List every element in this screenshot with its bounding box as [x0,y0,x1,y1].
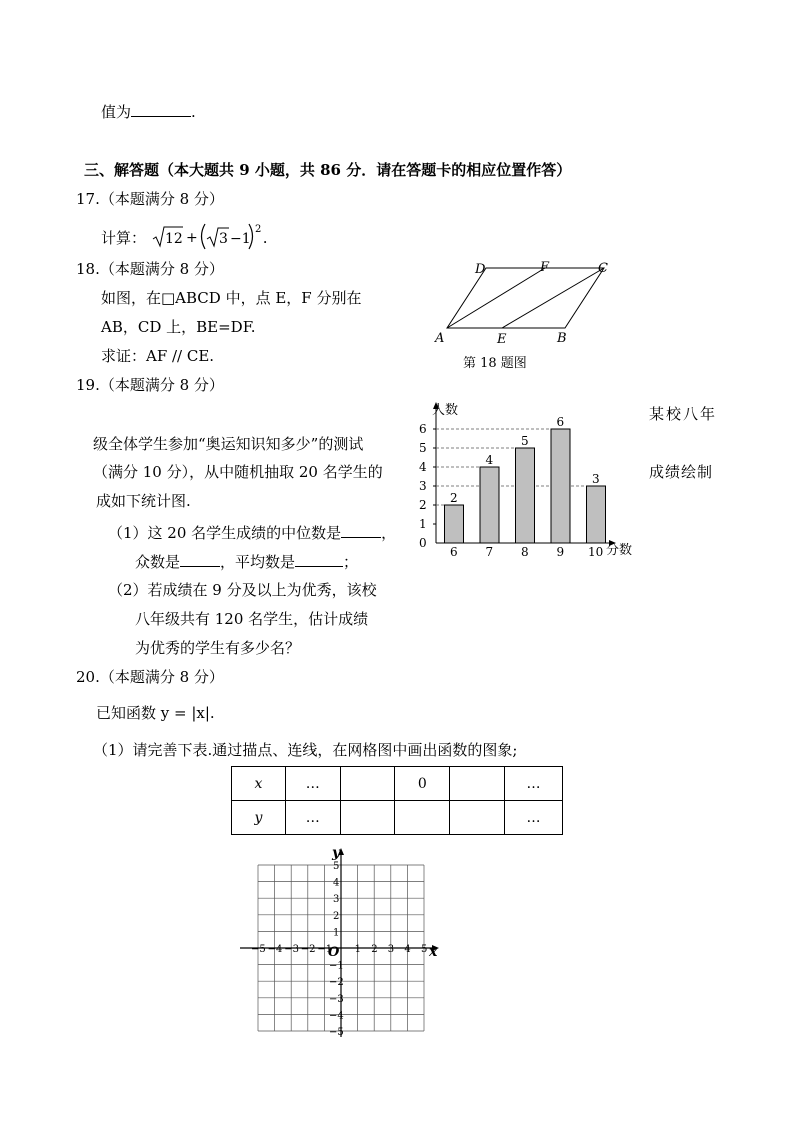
q18-line1: 如图，在□ABCD 中，点 E，F 分别在 [101,289,362,307]
chart-data-label: 4 [485,453,494,467]
chart-bar [551,429,570,543]
chart-bar [480,467,499,543]
sub1b-end: ； [343,553,359,571]
q19-header: 19.（本题满分 8 分） [76,376,224,394]
chart-data-label: 5 [521,434,529,448]
grid-y-tick: 5 [333,861,340,872]
q19-sub1a [108,523,396,542]
table-cell: x [232,767,286,801]
table-cell: … [505,801,563,835]
q17-end: . [262,229,268,247]
mode-blank [180,552,220,567]
table-row-y [232,801,563,835]
score-bar-chart [410,398,646,560]
top-line [101,102,196,121]
chart-y-tick: 3 [419,479,427,493]
q19-line2: （满分 10 分），从中随机抽取 20 名学生的 [93,463,383,481]
sub1a-end: ， [381,524,397,542]
value-table [231,766,563,835]
chart-x-tick: 10 [588,545,604,559]
table-cell: … [285,801,340,835]
grid-x-tick: −2 [300,944,316,955]
q18-header: 18.（本题满分 8 分） [76,260,224,278]
top-line-text: 值为 [101,103,132,121]
grid-y-tick: −2 [329,977,344,989]
q20-header: 20.（本题满分 8 分） [76,668,224,686]
top-line-end: . [191,103,196,121]
parallelogram-abcd [447,268,604,328]
label-b: B [557,331,567,346]
chart-data-label: 6 [556,415,565,429]
grid-y-tick: −1 [329,960,344,972]
grid-y-tick: −5 [329,1027,344,1038]
grid-x-tick: 5 [421,944,428,955]
chart-bar [516,448,535,543]
chart-y-tick: 0 [419,536,427,550]
answer-blank [131,102,191,117]
q18-line2: AB，CD 上，BE=DF. [101,318,256,336]
chart-y-tick: 1 [419,517,427,531]
grid-origin: O [328,945,340,960]
table-cell-input[interactable] [340,767,395,801]
q19-sub1b [135,552,358,571]
chart-y-tick: 2 [419,498,427,512]
chart-y-tick: 4 [419,460,427,474]
q17-header: 17.（本题满分 8 分） [76,190,224,208]
sub1b-text: 众数是 [135,553,181,571]
label-a: A [435,331,445,346]
table-cell: … [285,767,340,801]
chart-x-tick: 8 [521,545,529,559]
chart-x-tick: 7 [485,545,494,559]
q18-line3: 求证：AF // CE. [101,347,215,365]
grid-x-tick: −1 [317,944,333,955]
grid-y-tick: −3 [329,993,344,1005]
calc-label: 计算： [101,229,147,247]
q18-parallelogram-figure [425,255,625,373]
label-e: E [497,332,507,347]
label-d: D [475,262,486,277]
grid-y-tick: 2 [333,910,340,922]
sub1a-text: （1）这 20 名学生成绩的中位数是 [108,524,342,542]
grid-y-tick: −4 [329,1010,344,1022]
radicand-3: 3 [218,231,228,247]
section-heading: 三、解答题（本大题共 9 小题，共 86 分．请在答题卡的相应位置作答） [84,161,572,179]
chart-ylabel: 人数 [432,403,459,418]
table-row-x [232,767,563,801]
q19-line1: 级全体学生参加“奥运知识知多少”的测试 [93,435,364,453]
chart-data-label: 3 [592,472,600,486]
grid-x-tick: −5 [251,944,266,955]
grid-x-label: x [429,944,438,960]
median-blank [341,523,381,538]
grid-y-tick: 3 [333,894,340,906]
q17-expression [101,222,268,248]
table-cell-input[interactable] [340,801,395,835]
q19-sub2c: 为优秀的学生有多少名？ [135,639,301,657]
chart-xlabel: 分数 [606,543,633,558]
table-cell: 0 [395,767,450,801]
q19-sub2a: （2）若成绩在 9 分及以上为优秀，该校 [108,581,377,599]
grid-x-tick: 1 [354,944,361,955]
minus-one: −1 [229,231,251,247]
coordinate-grid[interactable] [240,840,450,1040]
sub1b-mid: ，平均数是 [220,553,296,571]
grid-x-tick: −4 [267,944,283,955]
grid-y-tick: 1 [333,927,340,939]
segment-ce [502,268,604,328]
q19-right2: 成绩绘制 [649,463,714,481]
table-cell-input[interactable] [450,767,505,801]
chart-data-label: 2 [450,491,458,505]
q17-formula [151,222,263,252]
table-cell: y [232,801,286,835]
grid-x-tick: −3 [284,944,299,955]
chart-x-tick: 9 [556,545,565,559]
grid-y-label: y [332,845,341,861]
grid-y-tick: 4 [333,877,340,889]
chart-x-tick: 6 [450,545,458,559]
radicand-12: 12 [164,231,183,247]
plus-sign: + [185,230,198,246]
chart-y-tick: 6 [419,422,427,436]
figure-caption: 第 18 题图 [463,356,527,371]
table-cell-input[interactable] [450,801,505,835]
chart-y-tick: 5 [419,441,427,455]
grid-x-tick: 3 [387,944,395,955]
q19-line3: 成如下统计图. [96,492,191,510]
left-paren [201,224,205,249]
table-cell-input[interactable] [395,801,450,835]
label-f: F [540,260,550,275]
label-c: C [598,261,608,276]
q19-right1: 某校八年 [649,405,718,423]
q20-given: 已知函数 y = |x|. [96,704,215,722]
chart-bar [587,486,606,543]
segment-af [447,268,545,328]
q20-sub1: （1）请完善下表.通过描点、连线，在网格图中画出函数的图象; [93,741,518,759]
table-cell: … [505,767,563,801]
grid-x-tick: 2 [371,944,378,955]
q19-sub2b: 八年级共有 120 名学生，估计成绩 [135,610,369,628]
exponent: 2 [254,224,262,235]
grid-x-tick: 4 [404,944,411,955]
mean-blank [295,552,343,567]
chart-bar [445,505,464,543]
